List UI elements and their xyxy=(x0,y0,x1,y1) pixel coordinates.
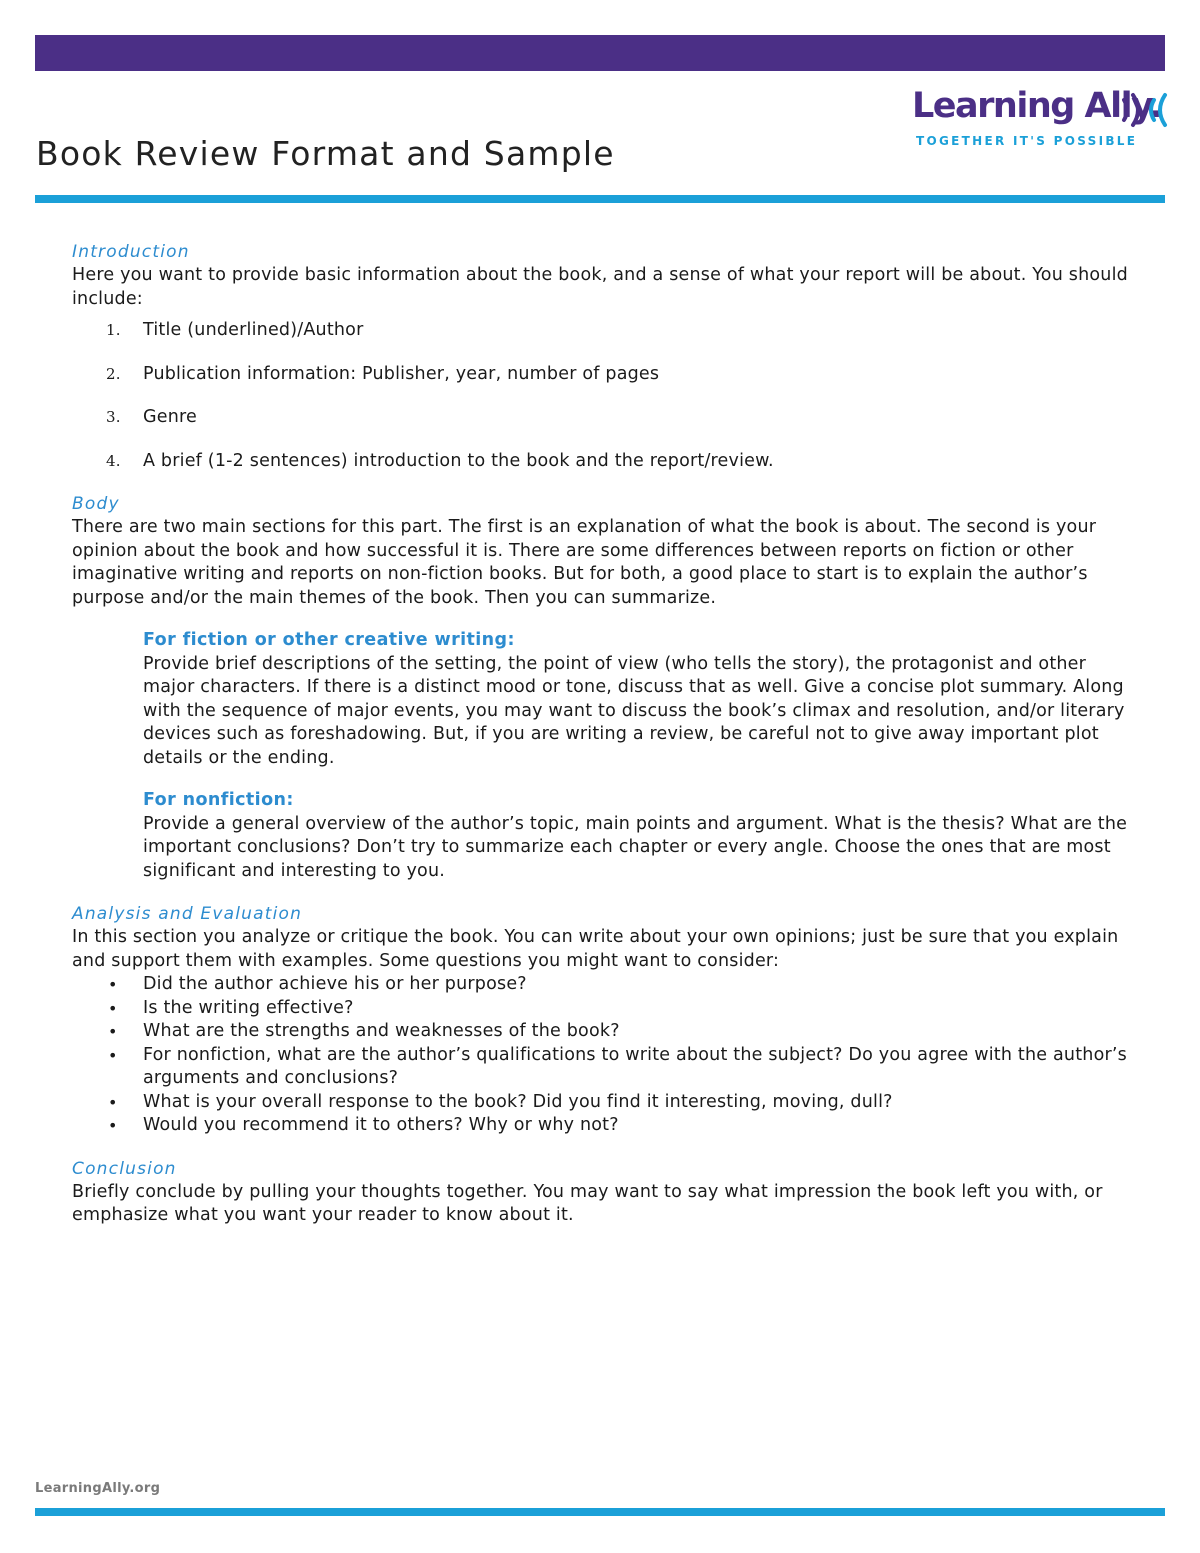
list-item xyxy=(72,1020,1142,1044)
analysis-text: In this section you analyze or critique the book. You can write about your own opinions; just be sure that you explain and support them with examples. Some questions you might want to consider: xyxy=(72,927,1119,971)
list-item-text: Would you recommend it to others? Why or why not? xyxy=(143,1115,619,1135)
bullet: • xyxy=(108,1045,118,1065)
list-number: 4. xyxy=(106,451,121,470)
nonfiction-heading: For nonfiction: xyxy=(143,790,294,810)
list-item xyxy=(72,406,1142,430)
list-item-text: Did the author achieve his or her purpose? xyxy=(143,974,527,994)
bullet: • xyxy=(108,1092,118,1112)
list-item-text: A brief (1-2 sentences) introduction to the book and the report/review. xyxy=(143,450,774,471)
bullet: • xyxy=(108,998,118,1018)
header-divider xyxy=(35,195,1165,203)
list-number: 1. xyxy=(106,321,121,339)
list-item xyxy=(72,319,1142,343)
top-color-bar xyxy=(35,35,1165,71)
list-number: 2. xyxy=(106,364,121,383)
list-item xyxy=(72,363,1142,387)
list-item xyxy=(72,997,1142,1021)
conclusion-text: Briefly conclude by pulling your thoughts together. You may want to say what impression the book left you with, or emphasize what you want your reader to know about it. xyxy=(72,1181,1103,1225)
list-item-text: For nonfiction, what are the author’s qualifications to write about the subject? Do you agree with the author’s arguments and conclusions? xyxy=(143,1044,1127,1088)
body-heading: Body xyxy=(72,494,120,514)
introduction-list xyxy=(72,319,1142,473)
list-number: 3. xyxy=(106,408,121,426)
list-item xyxy=(72,1044,1142,1091)
document-body xyxy=(72,241,1142,1228)
bullet: • xyxy=(108,975,118,994)
sound-waves-icon xyxy=(1120,92,1170,128)
analysis-heading: Analysis and Evaluation xyxy=(72,904,303,924)
bullet: • xyxy=(108,1116,118,1135)
page-title: Book Review Format and Sample xyxy=(36,134,615,173)
list-item-text: What is your overall response to the book? Did you find it interesting, moving, dull? xyxy=(143,1091,893,1112)
bullet: • xyxy=(108,1022,118,1041)
list-item xyxy=(72,973,1142,997)
list-item-text: Is the writing effective? xyxy=(143,997,354,1018)
list-item xyxy=(72,1091,1142,1115)
list-item-text: What are the strengths and weaknesses of the book? xyxy=(143,1021,620,1041)
logo-tagline: TOGETHER IT'S POSSIBLE xyxy=(916,134,1138,148)
logo-wordmark: Learning Ally. xyxy=(912,86,1161,126)
list-item-text: Publication information: Publisher, year, number of pages xyxy=(143,363,660,384)
conclusion-heading: Conclusion xyxy=(72,1158,177,1179)
list-item xyxy=(72,1114,1142,1138)
analysis-questions xyxy=(72,973,1142,1138)
body-text: There are two main sections for this part. The first is an explanation of what the book is about. The second is your opinion about the book and how successful it is. There are some differences between reports on fiction or other imaginative writing and reports on non-fiction books. But for both, a good place to start is to explain the author’s purpose and/or the main themes of the book. Then you can summarize. xyxy=(72,517,1097,608)
introduction-text: Here you want to provide basic information about the book, and a sense of what your report will be about. You should include: xyxy=(72,265,1128,309)
fiction-block xyxy=(143,629,1142,770)
introduction-heading: Introduction xyxy=(72,242,190,262)
footer-divider xyxy=(35,1508,1165,1516)
fiction-heading: For fiction or other creative writing: xyxy=(143,630,515,650)
footer-site-link[interactable]: LearningAlly.org xyxy=(35,1481,161,1496)
nonfiction-text: Provide a general overview of the author’s topic, main points and argument. What is the thesis? What are the important conclusions? Don’t try to summarize each chapter or every angle. Choose the ones that are most significant and interesting to you. xyxy=(143,813,1128,881)
learning-ally-logo[interactable] xyxy=(912,86,1172,156)
fiction-text: Provide brief descriptions of the setting, the point of view (who tells the story), the protagonist and other major characters. If there is a distinct mood or tone, discuss that as well. Give a concise plot summary. Along with the sequence of major events, you may want to discuss the book’s climax and resolution, and/or literary devices such as foreshadowing. But, if you are writing a review, be careful not to give away important plot details or the ending. xyxy=(143,653,1125,768)
list-item-text: Genre xyxy=(143,407,197,427)
nonfiction-block xyxy=(143,789,1142,883)
list-item xyxy=(72,450,1142,474)
list-item-text: Title (underlined)/Author xyxy=(143,320,364,340)
